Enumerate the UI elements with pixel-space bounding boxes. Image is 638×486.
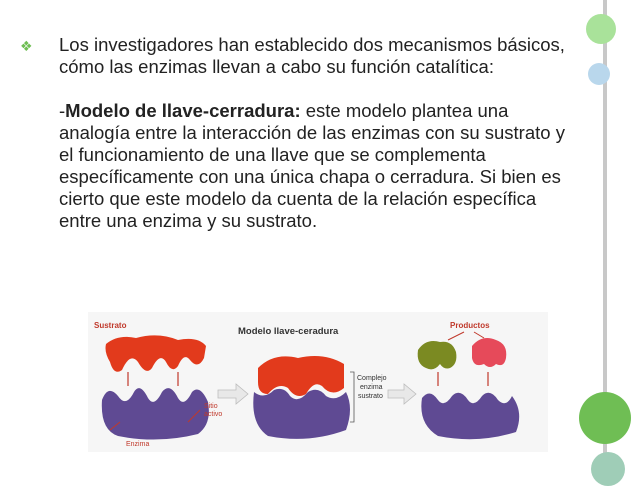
product-red — [472, 338, 506, 367]
decor-circle-green-bottom — [579, 392, 631, 444]
slide-text — [59, 34, 579, 232]
decor-circle-teal-bottom — [591, 452, 625, 486]
arrow-right-1 — [218, 384, 248, 404]
dash: - — [59, 100, 66, 121]
complex-substrate — [258, 356, 344, 396]
substrate-shape — [106, 335, 207, 371]
diagram-title: Modelo llave-ceradura — [238, 326, 339, 337]
intro-paragraph: Los investigadores han establecido dos mecanismos básicos, cómo las enzimas llevan a cabo su función catalítica: — [59, 34, 565, 77]
lock-and-key-diagram — [88, 312, 548, 452]
product-green — [418, 341, 457, 369]
label-enzima: Enzima — [126, 441, 150, 448]
arrow-right-2 — [388, 384, 416, 404]
diamond-bullet-icon: ❖ — [20, 39, 33, 55]
model-paragraph — [59, 100, 579, 232]
model-name: Modelo de llave-cerradura: — [65, 100, 301, 121]
label-sustrato: Sustrato — [94, 321, 127, 330]
stage-3-products — [418, 321, 520, 439]
stage-1 — [94, 321, 222, 448]
decor-circle-blue-top — [588, 63, 610, 85]
label-sitio: Sitio activo — [204, 403, 223, 418]
complex-enzyme — [253, 389, 350, 439]
stage-2-complex — [253, 356, 386, 439]
label-productos: Productos — [450, 321, 490, 330]
decor-circle-green-top — [586, 14, 616, 44]
product-enzyme — [421, 393, 519, 439]
label-complejo: Complejo enzima sustrato — [357, 375, 387, 400]
model-description: este modelo plantea una analogía entre la interacción de las enzimas con su sustrato y el funcionamiento de una llave que se complementa específicamente con una única chapa o cerradura. Si bien es cierto que este modelo da cuenta de la relación específica entre una enzima y su sustrato. — [59, 100, 565, 231]
enzyme-shape — [102, 388, 209, 439]
